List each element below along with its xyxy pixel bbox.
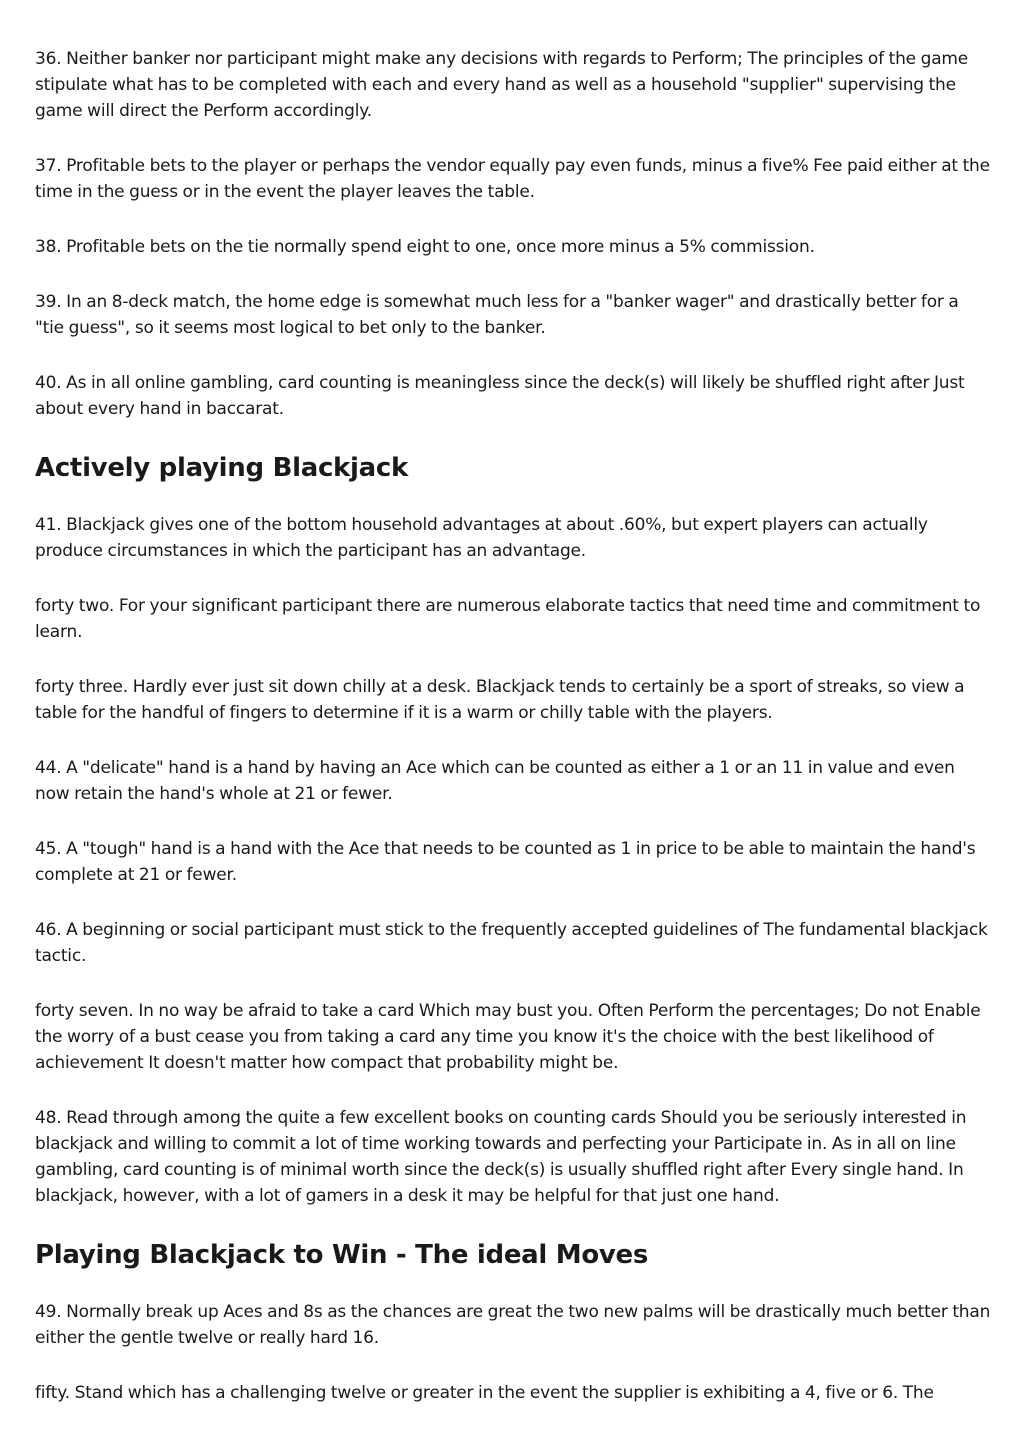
list-item: 41. Blackjack gives one of the bottom household advantages at about .60%, but expert players can actually produce circumstances in which the participant has an advantage.	[35, 515, 928, 561]
list-item: 39. In an 8-deck match, the home edge is somewhat much less for a "banker wager" and drastically better for a "tie guess", so it seems most logical to bet only to the banker.	[35, 292, 959, 338]
list-item: forty two. For your significant participant there are numerous elaborate tactics that need time and commitment to learn.	[35, 596, 981, 642]
document-body	[35, 46, 991, 1435]
list-item: 44. A "delicate" hand is a hand by having an Ace which can be counted as either a 1 or an 11 in value and even now retain the hand's whole at 21 or fewer.	[35, 758, 955, 804]
list-item: forty three. Hardly ever just sit down chilly at a desk. Blackjack tends to certainly be a sport of streaks, so view a table for the handful of fingers to determine if it is a warm or chilly table with the players.	[35, 677, 965, 723]
list-item: forty seven. In no way be afraid to take a card Which may bust you. Often Perform the percentages; Do not Enable the worry of a bust cease you from taking a card any time you know it's the choice with the best likelihood of achievement It doesn't matter how compact that probability might be.	[35, 1001, 981, 1073]
list-item: 49. Normally break up Aces and 8s as the chances are great the two new palms will be drastically much better than either the gentle twelve or really hard 16.	[35, 1302, 991, 1348]
list-item: 48. Read through among the quite a few excellent books on counting cards Should you be seriously interested in blackjack and willing to commit a lot of time working towards and perfecting your Participate in. As in all on line gambling, card counting is of minimal worth since the deck(s) is usually shuffled right after Every single hand. In blackjack, however, with a lot of gamers in a desk it may be helpful for that just one hand.	[35, 1108, 967, 1206]
list-item: 46. A beginning or social participant must stick to the frequently accepted guidelines of The fundamental blackjack tactic.	[35, 920, 988, 966]
list-item: 36. Neither banker nor participant might make any decisions with regards to Perform; The principles of the game stipulate what has to be completed with each and every hand as well as a household "supplier" supervising the game will direct the Perform accordingly.	[35, 49, 969, 121]
list-item: 37. Profitable bets to the player or perhaps the vendor equally pay even funds, minus a five% Fee paid either at the time in the guess or in the event the player leaves the table.	[35, 156, 990, 202]
list-item: 40. As in all online gambling, card counting is meaningless since the deck(s) will likely be shuffled right after Just about every hand in baccarat.	[35, 373, 965, 419]
list-item: fifty. Stand which has a challenging twelve or greater in the event the supplier is exhibiting a 4, five or 6. The	[35, 1383, 934, 1403]
list-item: 45. A "tough" hand is a hand with the Ace that needs to be counted as 1 in price to be able to maintain the hand's complete at 21 or fewer.	[35, 839, 976, 885]
section-heading: Playing Blackjack to Win - The ideal Moves	[35, 1240, 649, 1270]
section-heading: Actively playing Blackjack	[35, 453, 409, 483]
list-item: 38. Profitable bets on the tie normally spend eight to one, once more minus a 5% commission.	[35, 237, 815, 257]
